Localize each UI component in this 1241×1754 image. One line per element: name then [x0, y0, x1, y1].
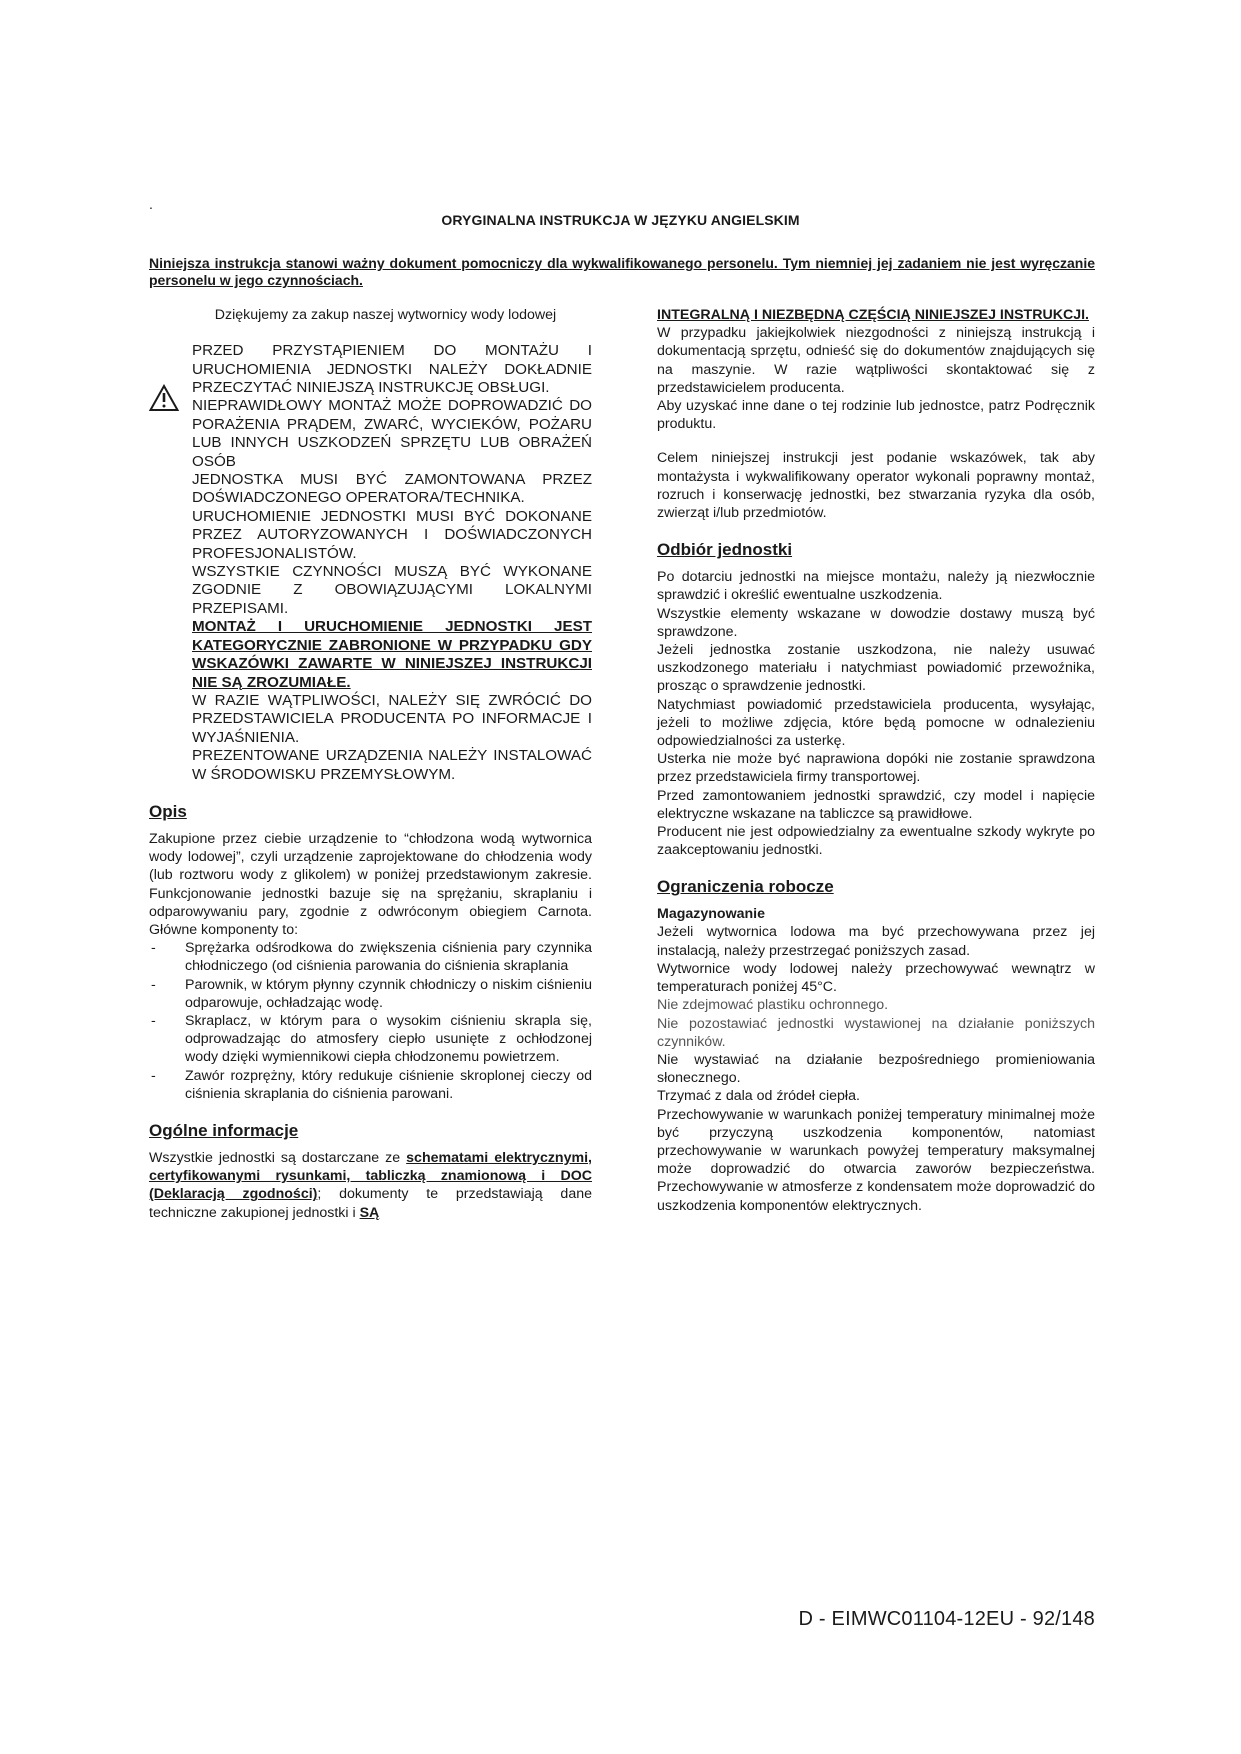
warning-block [149, 342, 592, 784]
receipt-para: Producent nie jest odpowiedzialny za ewentualne szkody wykryte po zaakceptowaniu jednostki. [657, 824, 1095, 859]
opis-heading: Opis [149, 801, 187, 821]
receipt-para: Przed zamontowaniem jednostki sprawdzić, czy model i napięcie elektryczne wskazane na tabliczce są prawidłowe. [657, 787, 1095, 822]
list-item: - Skraplacz, w którym para o wysokim ciśnieniu skrapla się, odprowadzając do atmosfery ciepło usunięte z ochłodzonej wody dzięki wymiennikowi ciepła chłodzonemu powietrzem. [149, 1012, 592, 1067]
integral-note: INTEGRALNĄ I NIEZBĘDNĄ CZĘŚCIĄ NINIEJSZEJ INSTRUKCJI. [657, 307, 1089, 323]
general-text-start: Wszystkie jednostki są dostarczane ze [149, 1150, 407, 1166]
list-item: - Parownik, w którym płynny czynnik chłodniczy o niskim ciśnieniu odparowuje, ochładzając wodę. [149, 976, 592, 1012]
warning-prohibited: MONTAŻ I URUCHOMIENIE JEDNOSTKI JEST KATEGORYCZNIE ZABRONIONE W PRZYPADKU GDY WSKAZÓWKI ZAWARTE W NINIEJSZEJ INSTRUKCJI NIE SĄ ZROZUMIAŁE. [192, 618, 592, 691]
intro-note: Niniejsza instrukcja stanowi ważny dokument pomocniczy dla wykwalifikowanego personelu. Tym niemniej jej zadaniem nie jest wyręczanie personelu w jego czynnościach. [149, 255, 1095, 288]
storage-para: Trzymać z dala od źródeł ciepła. [657, 1088, 860, 1105]
right-column [657, 306, 1095, 1215]
receipt-para: Natychmiast powiadomić przedstawiciela producenta, wysyłając, jeżeli to możliwe zdjęcia, które będą pomocne w odnalezieniu odpowiedzialności za usterkę. [657, 696, 1095, 750]
general-text [149, 1149, 592, 1222]
opis-text: Zakupione przez ciebie urządzenie to “chłodzona wodą wytwornica wody lodowej”, czyli urządzenie zaprojektowane do chłodzenia wody (lub roztworu wody z glikolem) w poniżej przedstawionym zakresie. Funkcjonowanie jednostki bazuje się na sprężaniu, skraplaniu i odparowywaniu pary, zgodnie z odwróconym obiegiem Carnota. Główne komponenty to: [149, 830, 592, 938]
right-para: Aby uzyskać inne dane o tej rodzinie lub jednostce, patrz Podręcznik produktu. [657, 398, 1095, 433]
list-item: - Sprężarka odśrodkowa do zwiększenia ciśnienia pary czynnika chłodniczego (od ciśnienia parowania do ciśnienia skraplania [149, 939, 592, 975]
purpose-para: Celem niniejszej instrukcji jest podanie wskazówek, tak aby montażysta i wykwalifikowany operator wykonali poprawny montaż, rozruch i konserwację jednostki, bez stwarzania ryzyka dla osób, zwierząt i/lub przedmiotów. [657, 450, 1095, 522]
receipt-para: Po dotarciu jednostki na miejsce montażu, należy ją niezwłocznie sprawdzić i określić ewentualne uszkodzenia. [657, 569, 1095, 604]
storage-para: Wytwornice wody lodowej należy przechowywać wewnątrz w temperaturach poniżej 45°C. [657, 960, 1095, 996]
receipt-para: Wszystkie elementy wskazane w dowodzie dostawy muszą być sprawdzone. [657, 605, 1095, 640]
warning-3: JEDNOSTKA MUSI BYĆ ZAMONTOWANA PRZEZ DOŚWIADCZONEGO OPERATORA/TECHNIKA. [192, 471, 592, 507]
storage-para-gray: Nie pozostawiać jednostki wystawionej na działanie poniższych czynników. [657, 1015, 1095, 1050]
warning-6: W RAZIE WĄTPLIWOŚCI, NALEŻY SIĘ ZWRÓCIĆ DO PRZEDSTAWICIELA PRODUCENTA PO INFORMACJE I WYJAŚNIENIA. [192, 691, 592, 746]
storage-heading: Magazynowanie [657, 906, 766, 923]
document-title: ORYGINALNA INSTRUKCJA W JĘZYKU ANGIELSKIM [441, 212, 800, 228]
limits-heading: Ograniczenia robocze [657, 877, 834, 897]
warning-2: NIEPRAWIDŁOWY MONTAŻ MOŻE DOPROWADZIĆ DO PORAŻENIA PRĄDEM, ZWARĆ, WYCIEKÓW, POŻARU LUB INNYCH USZKODZEŃ SPRZĘTU LUB OBRAŻEŃ OSÓB [192, 397, 592, 470]
warning-1: PRZED PRZYSTĄPIENIEM DO MONTAŻU I URUCHOMIENIA JEDNOSTKI NALEŻY DOKŁADNIE PRZECZYTAĆ NINIEJSZĄ INSTRUKCJĘ OBSŁUGI. [192, 342, 592, 397]
storage-para: Jeżeli wytwornica lodowa ma być przechowywana przez jej instalacją, należy przestrzegać poniższych zasad. [657, 924, 1095, 959]
general-text-end: ; dokumenty te przedstawiają dane techniczne zakupionej jednostki i [149, 1186, 592, 1221]
receipt-heading: Odbiór jednostki [657, 540, 793, 560]
general-text-tail: SĄ [359, 1204, 380, 1221]
storage-para: Nie wystawiać na działanie bezpośredniego promieniowania słonecznego. [657, 1051, 1095, 1087]
storage-para: Przechowywanie w warunkach poniżej temperatury minimalnej może być przyczyną uszkodzenia komponentów, natomiast przechowywanie w warunkach powyżej temperatury maksymalnej może doprowadzić do otwarcia zaworów bezpieczeństwa. Przechowywanie w atmosferze z kondensatem może doprowadzić do uszkodzenia komponentów elektrycznych. [657, 1106, 1095, 1214]
warning-5: WSZYSTKIE CZYNNOŚCI MUSZĄ BYĆ WYKONANE ZGODNIE Z OBOWIĄZUJĄCYMI LOKALNYMI PRZEPISAMI. [192, 563, 592, 617]
warning-triangle-icon [149, 384, 179, 412]
left-column [149, 306, 592, 1222]
list-item: - Zawór rozprężny, który redukuje ciśnienie skroplonej cieczy od ciśnienia skraplania do ciśnienia parowani. [149, 1067, 592, 1103]
receipt-para: Usterka nie może być naprawiona dopóki nie zostanie sprawdzona przez przedstawiciela firmy transportowej. [657, 751, 1095, 786]
general-text-documents: schematami elektrycznymi, certyfikowanymi rysunkami, tabliczką znamionową i DOC (Deklaracją zgodności) [149, 1150, 592, 1203]
stray-mark: . [149, 196, 153, 212]
general-heading: Ogólne informacje [149, 1121, 299, 1140]
components-list [149, 939, 592, 1103]
receipt-para: Jeżeli jednostka zostanie uszkodzona, nie należy usuwać uszkodzonego materiału i natychmiast powiadomić przewoźnika, prosząc o sprawdzenie jednostki. [657, 642, 1095, 695]
right-para: W przypadku jakiejkolwiek niezgodności z niniejszą instrukcją i dokumentacją sprzętu, odnieść się do dokumentów znajdujących się na maszynie. W razie wątpliwości skontaktować się z przedstawicielem producenta. [657, 325, 1095, 396]
warning-4: URUCHOMIENIE JEDNOSTKI MUSI BYĆ DOKONANE PRZEZ AUTORYZOWANYCH I DOŚWIADCZONYCH PROFESJONALISTÓW. [192, 507, 592, 562]
storage-para-gray: Nie zdejmować plastiku ochronnego. [657, 997, 889, 1014]
thanks-line: Dziękujemy za zakup naszej wytwornicy wody lodowej [214, 307, 557, 323]
spacer [657, 433, 1095, 449]
page-footer-code: D - EIMWC01104-12EU - 92/148 [798, 1608, 1095, 1630]
warning-7: PREZENTOWANE URZĄDZENIA NALEŻY INSTALOWAĆ W ŚRODOWISKU PRZEMYSŁOWYM. [192, 747, 592, 783]
